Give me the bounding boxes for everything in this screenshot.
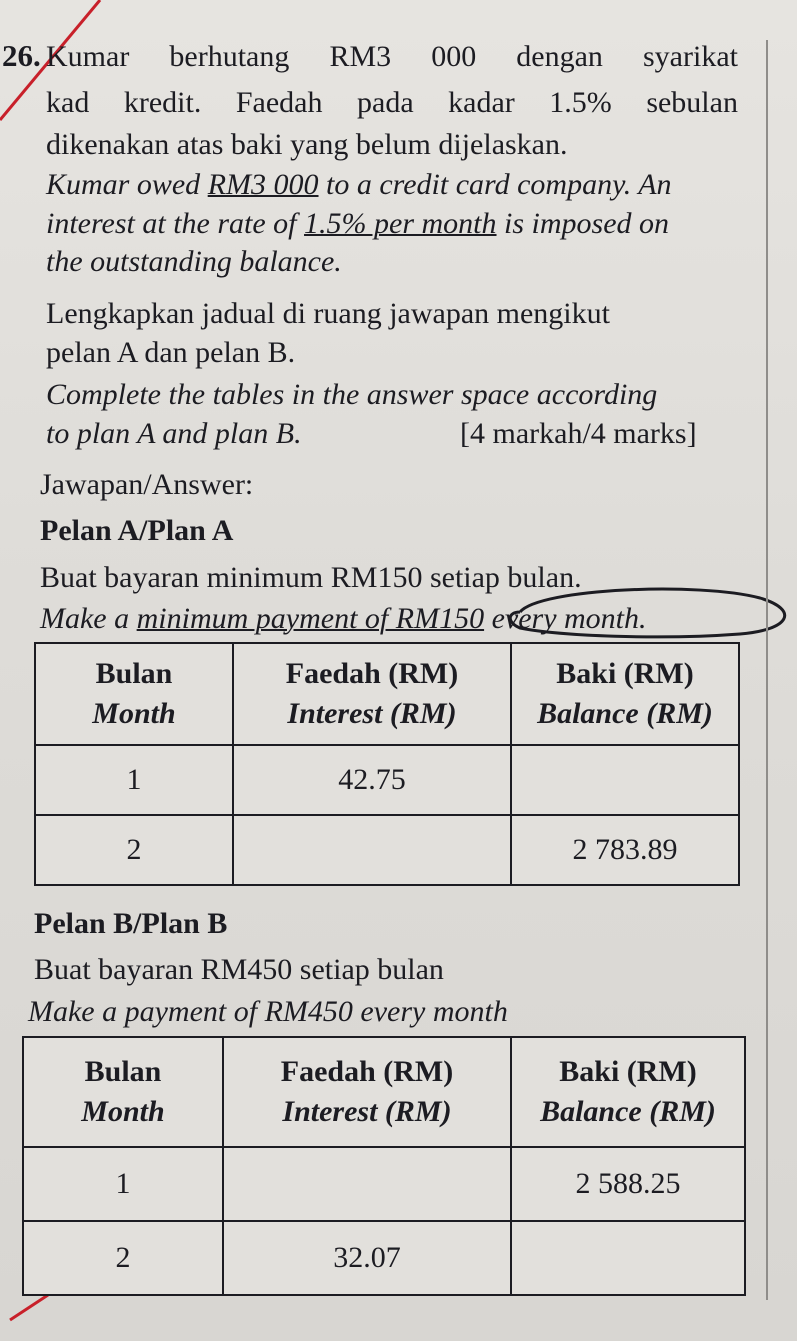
instruction-malay-line-2: pelan A dan pelan B. — [46, 336, 296, 369]
marks-label: [4 markah/4 marks] — [460, 417, 697, 450]
instruction-english-line-1: Complete the tables in the answer space according — [46, 378, 658, 411]
month-cell: 1 — [35, 745, 233, 815]
red-bottom-mark — [10, 1295, 48, 1320]
question-malay-line-2: kad kredit. Faedah pada kadar 1.5% sebulan — [46, 86, 738, 119]
balance-cell-blank[interactable] — [511, 1221, 745, 1295]
interest-cell: 32.07 — [223, 1221, 511, 1295]
plan-a-title: Pelan A/Plan A — [40, 514, 234, 547]
plan-a-table — [34, 642, 740, 886]
table-row — [23, 1221, 745, 1295]
question-number: 26. — [2, 38, 41, 73]
plan-a-malay: Buat bayaran minimum RM150 setiap bulan. — [40, 561, 582, 594]
question-malay-line-1: Kumar berhutang RM3 000 dengan syarikat — [46, 40, 738, 73]
answer-label: Jawapan/Answer: — [40, 468, 254, 501]
month-cell: 2 — [35, 815, 233, 885]
plan-a-header-row — [35, 643, 739, 745]
table-row — [35, 815, 739, 885]
question-english-line-2: interest at the rate of 1.5% per month is imposed on — [46, 207, 670, 240]
instruction-malay-line-1: Lengkapkan jadual di ruang jawapan mengikut — [46, 297, 610, 330]
month-cell: 1 — [23, 1147, 223, 1221]
plan-b-title: Pelan B/Plan B — [34, 907, 228, 940]
plan-b-table — [22, 1036, 746, 1296]
plan-b-header-row — [23, 1037, 745, 1147]
month-header: Bulan Month — [23, 1037, 223, 1147]
interest-cell: 42.75 — [233, 745, 511, 815]
month-cell: 2 — [23, 1221, 223, 1295]
balance-cell: 2 588.25 — [511, 1147, 745, 1221]
interest-cell-blank[interactable] — [223, 1147, 511, 1221]
instruction-english-line-2: to plan A and plan B. — [46, 417, 302, 450]
balance-header: Baki (RM) Balance (RM) — [511, 1037, 745, 1147]
question-malay-line-3: dikenakan atas baki yang belum dijelaskan. — [46, 128, 568, 161]
table-row — [35, 745, 739, 815]
balance-cell-blank[interactable] — [511, 745, 739, 815]
plan-b-malay: Buat bayaran RM450 setiap bulan — [34, 953, 444, 986]
plan-b-english: Make a payment of RM450 every month — [28, 995, 508, 1028]
question-english-line-1: Kumar owed RM3 000 to a credit card company. An — [46, 168, 672, 201]
month-header: Bulan Month — [35, 643, 233, 745]
table-row — [23, 1147, 745, 1221]
balance-header: Baki (RM) Balance (RM) — [511, 643, 739, 745]
balance-cell: 2 783.89 — [511, 815, 739, 885]
plan-a-english: Make a minimum payment of RM150 every month. — [40, 602, 647, 635]
question-english-line-3: the outstanding balance. — [46, 245, 342, 278]
interest-header: Faedah (RM) Interest (RM) — [223, 1037, 511, 1147]
page-margin-line — [766, 40, 768, 1300]
interest-cell-blank[interactable] — [233, 815, 511, 885]
interest-header: Faedah (RM) Interest (RM) — [233, 643, 511, 745]
